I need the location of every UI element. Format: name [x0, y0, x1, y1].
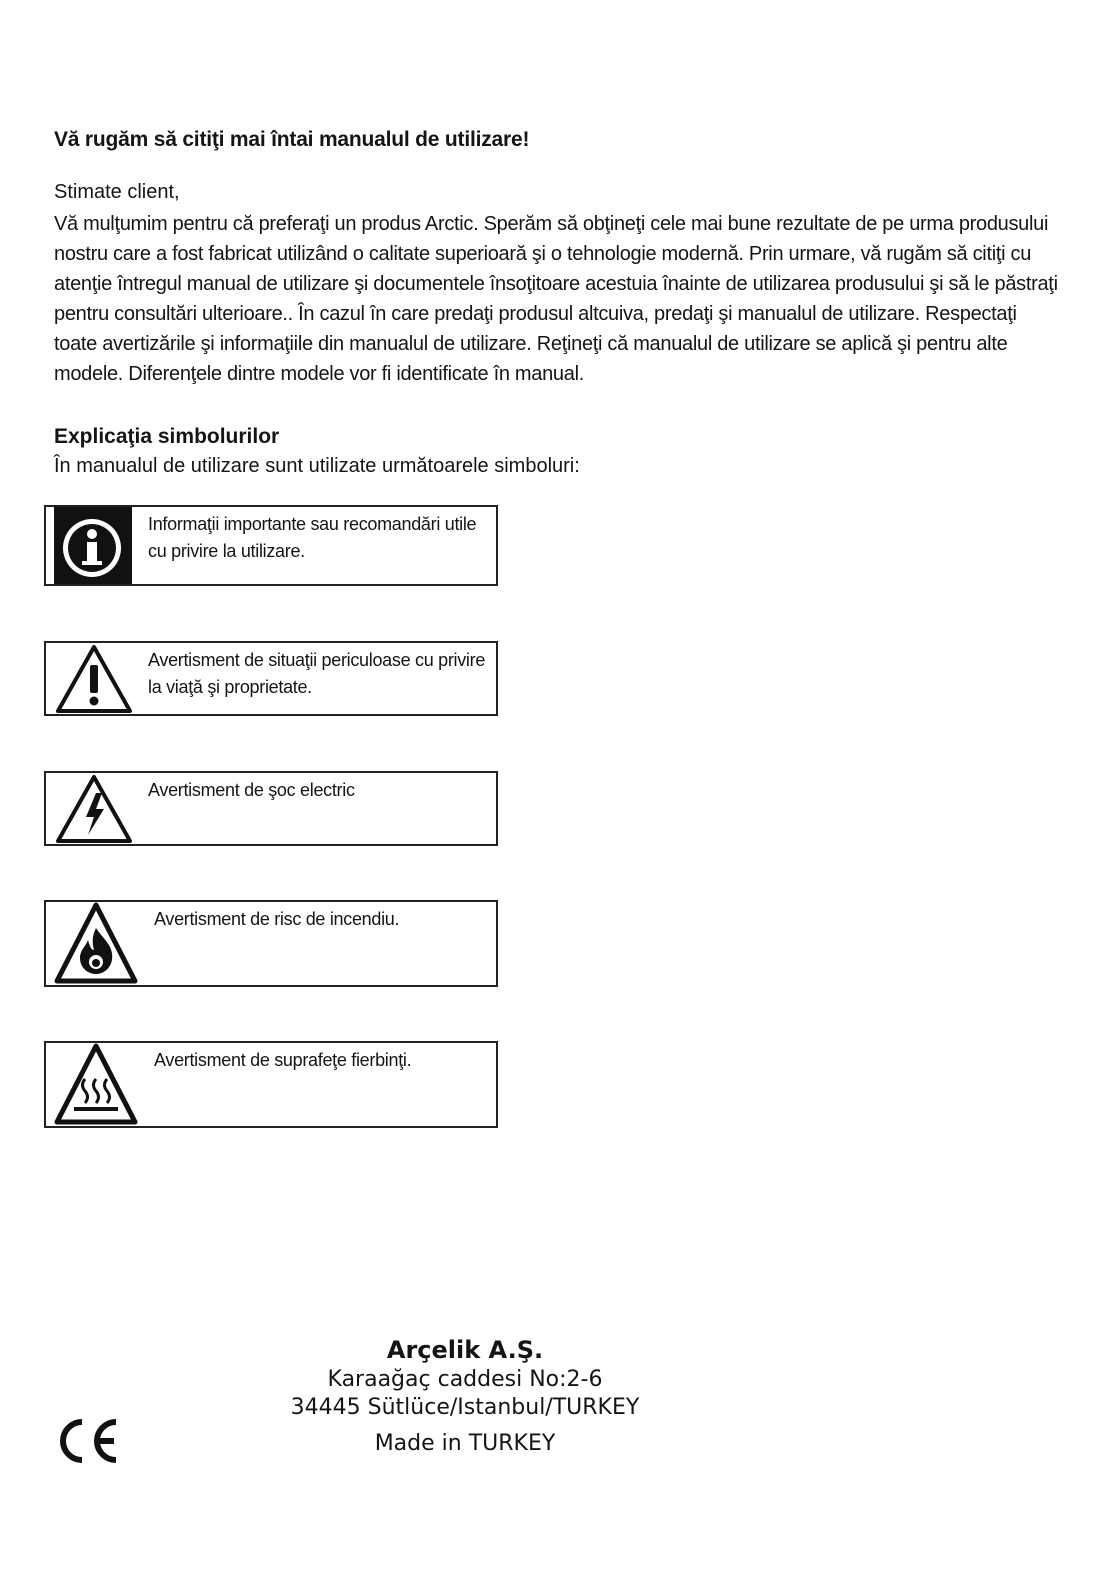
- fire-hazard-icon: [54, 902, 138, 985]
- symbol-label-electric-shock: Avertisment de şoc electric: [148, 780, 355, 800]
- manufacturer-address-line2: 34445 Sütlüce/Istanbul/TURKEY: [290, 1395, 640, 1420]
- symbol-box-warning: [44, 641, 498, 716]
- symbols-heading: Explicaţia simbolurilor: [54, 425, 280, 448]
- manufacturer-name: Arçelik A.Ş.: [386, 1336, 544, 1364]
- symbol-label-fire-hazard: Avertisment de risc de incendiu.: [154, 909, 400, 929]
- symbol-box-info: [44, 505, 498, 586]
- symbols-intro: În manualul de utilizare sunt utilizate următoarele simboluri:: [54, 455, 580, 477]
- greeting: Stimate client,: [54, 181, 180, 203]
- intro-paragraph: Vă mulţumim pentru că preferaţi un produs Arctic. Sperăm să obţineţi cele mai bune rezultate de pe urma produsului nostru care a fost fabricat utilizând o calitate superioară şi o tehnologie modernă. Prin urmare, vă rugăm să citiţi cu atenţie întregul manual de utilizare şi documentele însoţitoare acestuia înainte de utilizarea produsului şi să le păstraţi pentru consultări ulterioare.. În cazul în care predaţi produsul altcuiva, predaţi şi manualul de utilizare. Respectaţi toate avertizările şi informaţiile din manualul de utilizare. Reţineţi că manualul de utilizare se aplică şi pentru alte modele. Diferenţele dintre modele vor fi identificate în manual.: [54, 213, 1058, 385]
- symbol-box-fire-hazard: [44, 900, 498, 987]
- made-in-label: Made in TURKEY: [374, 1431, 556, 1456]
- symbol-label-warning: Avertisment de situaţii periculoase cu privire la viaţă şi proprietate.: [148, 650, 486, 697]
- warning-icon: [54, 643, 134, 714]
- symbol-label-info: Informaţii importante sau recomandări utile cu privire la utilizare.: [148, 514, 477, 561]
- electric-shock-icon: [54, 773, 134, 844]
- symbol-box-hot-surface: [44, 1041, 498, 1128]
- symbol-label-hot-surface: Avertisment de suprafeţe fierbinţi.: [154, 1050, 412, 1070]
- ce-mark-icon: [54, 1418, 120, 1464]
- hot-surface-icon: [54, 1043, 138, 1126]
- manufacturer-address-line1: Karaağaç caddesi No:2-6: [327, 1367, 603, 1392]
- info-icon: [54, 507, 132, 584]
- page-title: Vă rugăm să citiţi mai întai manualul de utilizare!: [54, 128, 530, 151]
- symbol-box-electric-shock: [44, 771, 498, 846]
